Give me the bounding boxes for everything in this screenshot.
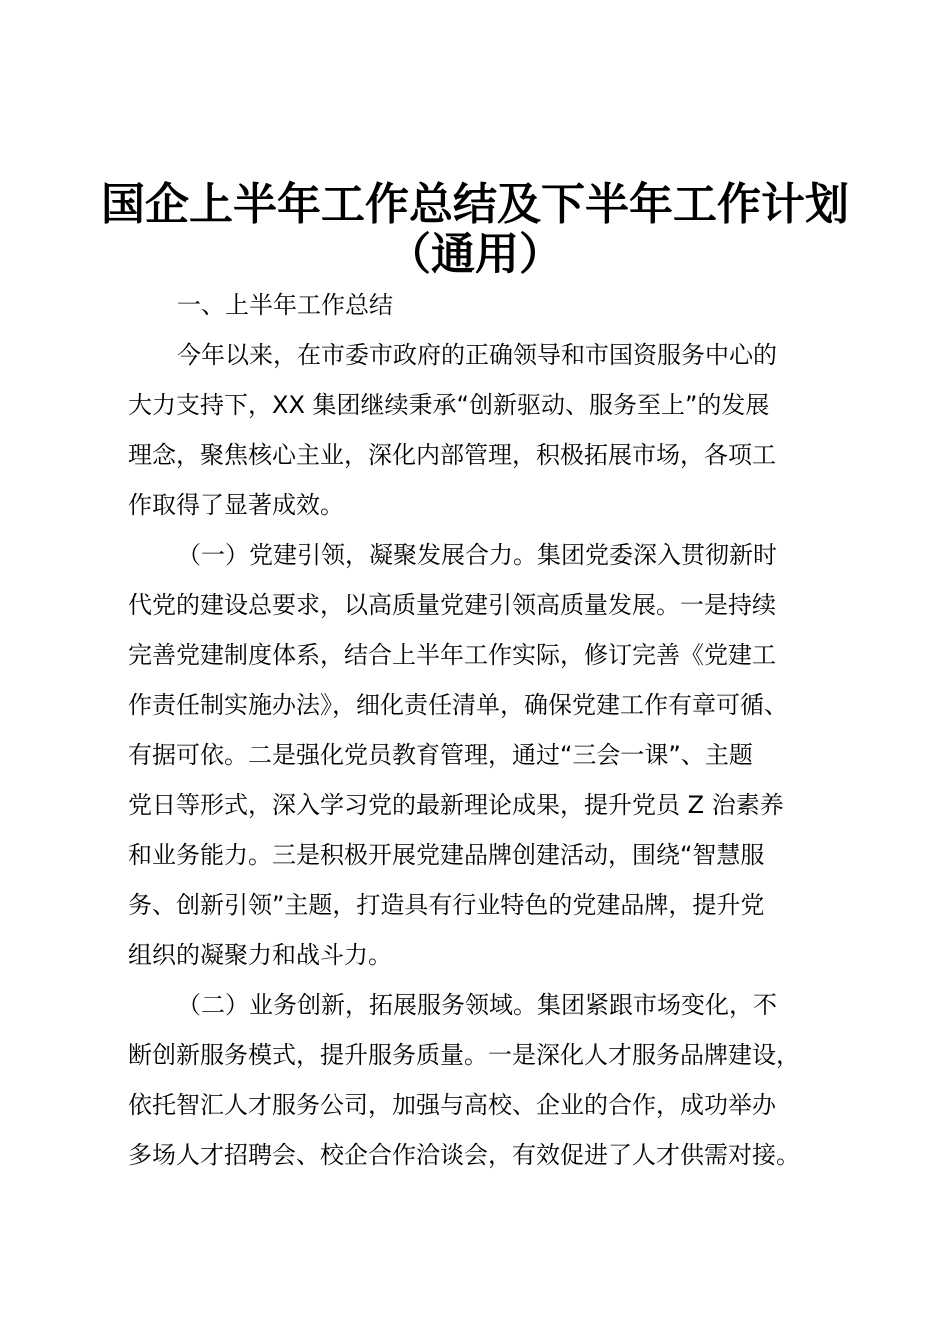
section-heading: 一、上半年工作总结 bbox=[177, 291, 393, 319]
paragraph-line: （一）党建引领，凝聚发展合力。集团党委深入贯彻新时 bbox=[177, 541, 777, 569]
paragraph-line: 作取得了显著成效。 bbox=[128, 491, 344, 519]
paragraph-line: 大力支持下，XX 集团继续秉承“创新驱动、服务至上”的发展 bbox=[128, 391, 770, 419]
paragraph-line: 理念，聚焦核心主业，深化内部管理，积极拓展市场，各项工 bbox=[128, 441, 776, 469]
document-title-suffix: （通用） bbox=[387, 229, 563, 280]
paragraph-line: 党日等形式，深入学习党的最新理论成果，提升党员 Z 治素养 bbox=[128, 791, 784, 819]
document-title: 国企上半年工作总结及下半年工作计划 bbox=[101, 179, 849, 230]
paragraph-line: 断创新服务模式，提升服务质量。一是深化人才服务品牌建设， bbox=[128, 1041, 800, 1069]
paragraph-line: 代党的建设总要求，以高质量党建引领高质量发展。一是持续 bbox=[128, 591, 776, 619]
paragraph-line: 务、创新引领”主题，打造具有行业特色的党建品牌，提升党 bbox=[128, 891, 765, 919]
paragraph-line: 作责任制实施办法》，细化责任清单，确保党建工作有章可循、 bbox=[128, 691, 788, 719]
paragraph-line: 多场人才招聘会、校企合作洽谈会，有效促进了人才供需对接。 bbox=[128, 1141, 800, 1169]
paragraph-line: 今年以来，在市委市政府的正确领导和市国资服务中心的 bbox=[177, 341, 777, 369]
paragraph-line: 完善党建制度体系，结合上半年工作实际，修订完善《党建工 bbox=[128, 641, 776, 669]
paragraph-line: 组织的凝聚力和战斗力。 bbox=[128, 941, 392, 969]
paragraph-line: 和业务能力。三是积极开展党建品牌创建活动，围绕“智慧服 bbox=[128, 841, 765, 869]
paragraph-line: 有据可依。二是强化党员教育管理，通过“三会一课”、主题 bbox=[128, 741, 753, 769]
paragraph-line: （二）业务创新，拓展服务领域。集团紧跟市场变化，不 bbox=[177, 991, 777, 1019]
paragraph-line: 依托智汇人才服务公司，加强与高校、企业的合作，成功举办 bbox=[128, 1091, 776, 1119]
